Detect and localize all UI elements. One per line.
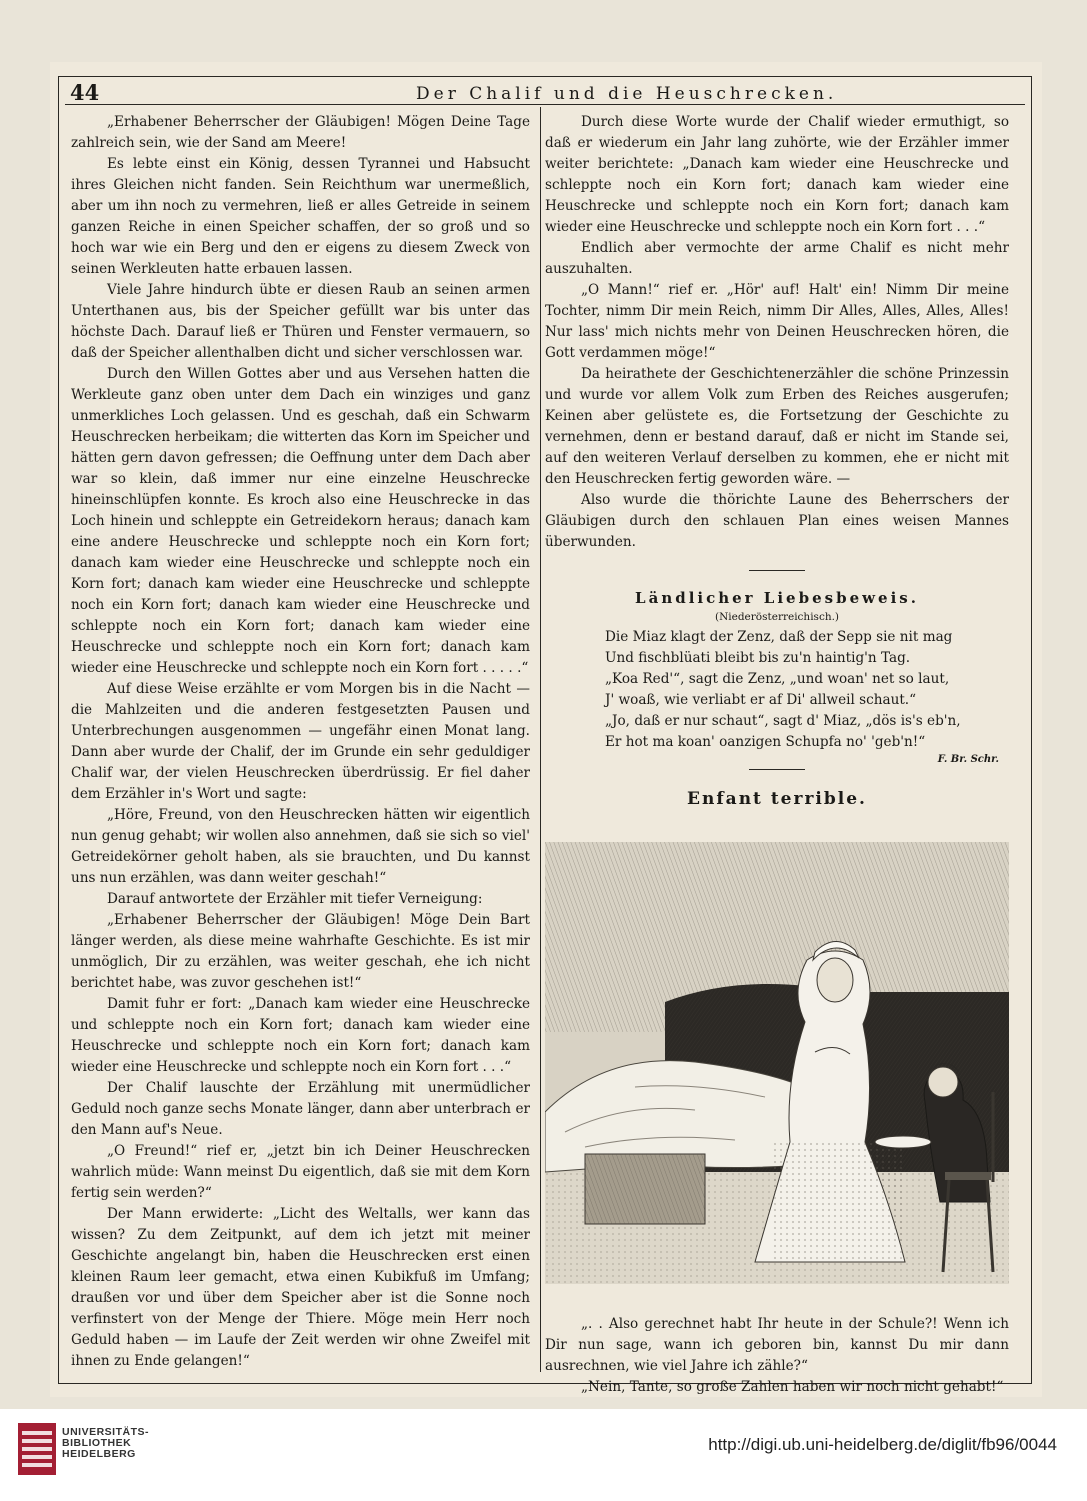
paragraph: „O Mann!“ rief er. „Hör' auf! Halt' ein! Nimm Dir meine Tochter, nimm Dir mein Reich, nimm Dir Alles, Alles, Alles, Alles! Nur lass' mich nichts mehr von Deinen Heuschrecken hören, die Gott verdammen möge!“ [545,282,1009,361]
paragraph: Der Chalif lauschte der Erzählung mit unermüdlicher Geduld noch ganze sechs Monate länger, dann aber unterbrach er den Mann auf's Neue. [71,1080,530,1138]
cartoon-caption [545,1314,1009,1398]
poem-signature: F. Br. Schr. [937,754,999,765]
source-url[interactable]: http://digi.ub.uni-heidelberg.de/diglit/fb96/0044 [708,1435,1057,1454]
paragraph: Es lebte einst ein König, dessen Tyrannei und Habsucht ihres Gleichen nicht fanden. Sein Reichthum war unermeßlich, aber um ihn noch zu vermehren, ließ er alles Getreide in seinem ganzen Reiche in einen Speicher schaffen, der so groß und so hoch war wie ein Berg und den er eigens zu diesem Zweck von seinen Werkleuten hatte erbauen lassen. [71,156,530,277]
library-footer [0,1409,1087,1501]
paragraph: Der Mann erwiderte: „Licht des Weltalls, wer kann das wissen? Zu dem Zeitpunkt, auf dem ich jetzt mit meiner Geschichte angelangt bin, haben die Heuschrecken erst einen kleinen Raum leer gemacht, etwa einen Kubikfuß im Umfang; draußen vor und über dem Speicher aber ist die Sonne noch verfinstert von der Menge der Thiere. Möge mein Herr noch Geduld haben — im Laufe der Zeit werden wir ohne Zweifel mit ihnen zu Ende gelangen!“ [71,1206,530,1369]
section-rule [749,570,805,571]
poem-line: „Koa Red'“, sagt die Zenz, „und woan' net so laut, [605,671,950,687]
story-conclusion [545,112,1009,553]
poem-subtitle: (Niederösterreichisch.) [714,611,840,623]
library-name [62,1427,149,1460]
poem-title: Ländlicher Liebesbeweis. [635,589,919,607]
paragraph: Also wurde die thörichte Laune des Beherrschers der Gläubigen durch den schlauen Plan eines weisen Mannes überwunden. [545,492,1009,550]
running-title: Der Chalif und die Heuschrecken. [416,84,838,104]
newspaper-page [50,62,1042,1397]
right-column [545,112,1009,1398]
paragraph: „O Freund!“ rief er, „jetzt bin ich Deiner Heuschrecken wahrlich müde: Wann meinst Du eigentlich, daß sie mit dem Korn fertig sein werden?“ [71,1143,530,1201]
paragraph: „. . Also gerechnet habt Ihr heute in der Schule?! Wenn ich Dir nun sage, wann ich geboren bin, kannst Du mir dann ausrechnen, wie viel Jahre ich zähle?“ [545,1316,1009,1374]
university-library-logo-icon [18,1423,56,1475]
paragraph: Da heirathete der Geschichtenerzähler die schöne Prinzessin und wurde vor allem Volk zum Erben des Reiches ausgerufen; Keinen aber gelüstete es, die Fortsetzung der Geschichte zu vernehmen, denn er bestand darauf, daß er nicht im Stande sei, auf den weiteren Verlauf derselben zu kommen, ehe er nicht mit den Heuschrecken fertig geworden wäre. — [545,366,1009,487]
paragraph: „Nein, Tante, so große Zahlen haben wir noch nicht gehabt!“ [581,1379,1004,1395]
library-name-line: HEIDELBERG [62,1448,136,1460]
poem-lines [545,627,1009,753]
paragraph: „Höre, Freund, von den Heuschrecken hätten wir eigentlich nun genug gehabt; wir wollen also annehmen, daß sie sich so viel' Getreidekörner geholt haben, als sie brauchten, und Du kannst uns nun erzählen, was dann weiter geschah!“ [71,807,530,886]
paragraph: „Erhabener Beherrscher der Gläubigen! Möge Dein Bart länger werden, als diese meine wahrhafte Geschichte. Es ist mir unmöglich, Dir zu erzählen, was weiter geschah, ehe ich nicht berichtet habe, was zuvor geschehen ist!“ [71,912,530,991]
cartoon-illustration [545,842,1009,1284]
left-column [71,112,530,1372]
poem-line: Die Miaz klagt der Zenz, daß der Sepp sie nit mag [605,629,953,645]
page-header [70,80,1018,110]
cartoon-title: Enfant terrible. [687,789,867,809]
library-name-line: UNIVERSITÄTS- [62,1426,150,1438]
poem-line: Er hot ma koan' oanzigen Schupfa no' 'geb'n!“ [605,734,926,750]
paragraph: Viele Jahre hindurch übte er diesen Raub an seinen armen Unterthanen aus, bis der Speicher gefüllt war bis unter das höchste Dach. Darauf ließ er Thüren und Fenster vermauern, so daß der Speicher allenthalben dicht und sicher verschlossen war. [71,282,530,361]
paragraph: Durch diese Worte wurde der Chalif wieder ermuthigt, so daß er wiederum ein Jahr lang zuhörte, wie der Erzähler immer weiter berichtete: „Danach kam wieder eine Heuschrecke und schleppte noch ein Korn fort; danach kam wieder eine Heuschrecke und schleppte noch ein Korn fort; danach kam wieder eine Heuschrecke und schleppte noch ein Korn fort . . .“ [545,114,1009,235]
paragraph: Endlich aber vermochte der arme Chalif es nicht mehr auszuhalten. [545,240,1009,277]
column-divider [540,107,541,1372]
paragraph: „Erhabener Beherrscher der Gläubigen! Mögen Deine Tage zahlreich sein, wie der Sand am Meere! [71,114,530,151]
poem-line: Und fischblüati bleibt bis zu'n haintig'n Tag. [605,650,911,666]
paragraph: Durch den Willen Gottes aber und aus Versehen hatten die Werkleute ganz oben unter dem Dach ein winziges und ganz unmerkliches Loch gelassen. Und es geschah, daß ein Schwarm Heuschrecken herbeikam; die witterten das Korn im Speicher und hätten gern davon gefressen; die Oeffnung unter dem Dach aber war so klein, daß immer nur eine einzelne Heuschrecke hineinschlüpfen konnte. Es kroch also eine Heuschrecke in das Loch hinein und schleppte ein Getreidekorn heraus; danach kam eine andere Heuschrecke und schleppte noch ein Korn fort; danach kam wieder eine Heuschrecke und schleppte noch ein Korn fort; danach kam wieder eine Heuschrecke und schleppte noch ein Korn fort; danach kam wieder eine Heuschrecke und schleppte noch ein Korn fort; danach kam wieder eine Heuschrecke und schleppte noch ein Korn fort; danach kam wieder eine Heuschrecke und schleppte noch ein Korn fort . . . . .“ [71,366,530,676]
page-number: 44 [70,80,100,105]
header-rule [65,104,1025,105]
library-name-line: BIBLIOTHEK [62,1437,132,1449]
paragraph: Damit fuhr er fort: „Danach kam wieder eine Heuschrecke und schleppte noch ein Korn fort; danach kam wieder eine Heuschrecke und schleppte noch ein Korn fort; danach kam wieder eine Heuschrecke und schleppte noch ein Korn fort . . .“ [71,996,530,1075]
poem-line: „Jo, daß er nur schaut“, sagt d' Miaz, „dös is's eb'n, [605,713,961,729]
paragraph: Darauf antwortete der Erzähler mit tiefer Verneigung: [107,891,483,907]
poem-line: J' woaß, wie verliabt er af Di' allweil schaut.“ [605,692,917,708]
section-rule [749,769,805,770]
paragraph: Auf diese Weise erzählte er vom Morgen bis in die Nacht — die Mahlzeiten und die anderen festgesetzten Pausen und Unterbrechungen ausgenommen — ungefähr einen Monat lang. Dann aber wurde der Chalif, der im Grunde ein sehr geduldiger Chalif war, der vielen Heuschrecken überdrüssig. Er fiel daher dem Erzähler in's Wort und sagte: [71,681,530,802]
